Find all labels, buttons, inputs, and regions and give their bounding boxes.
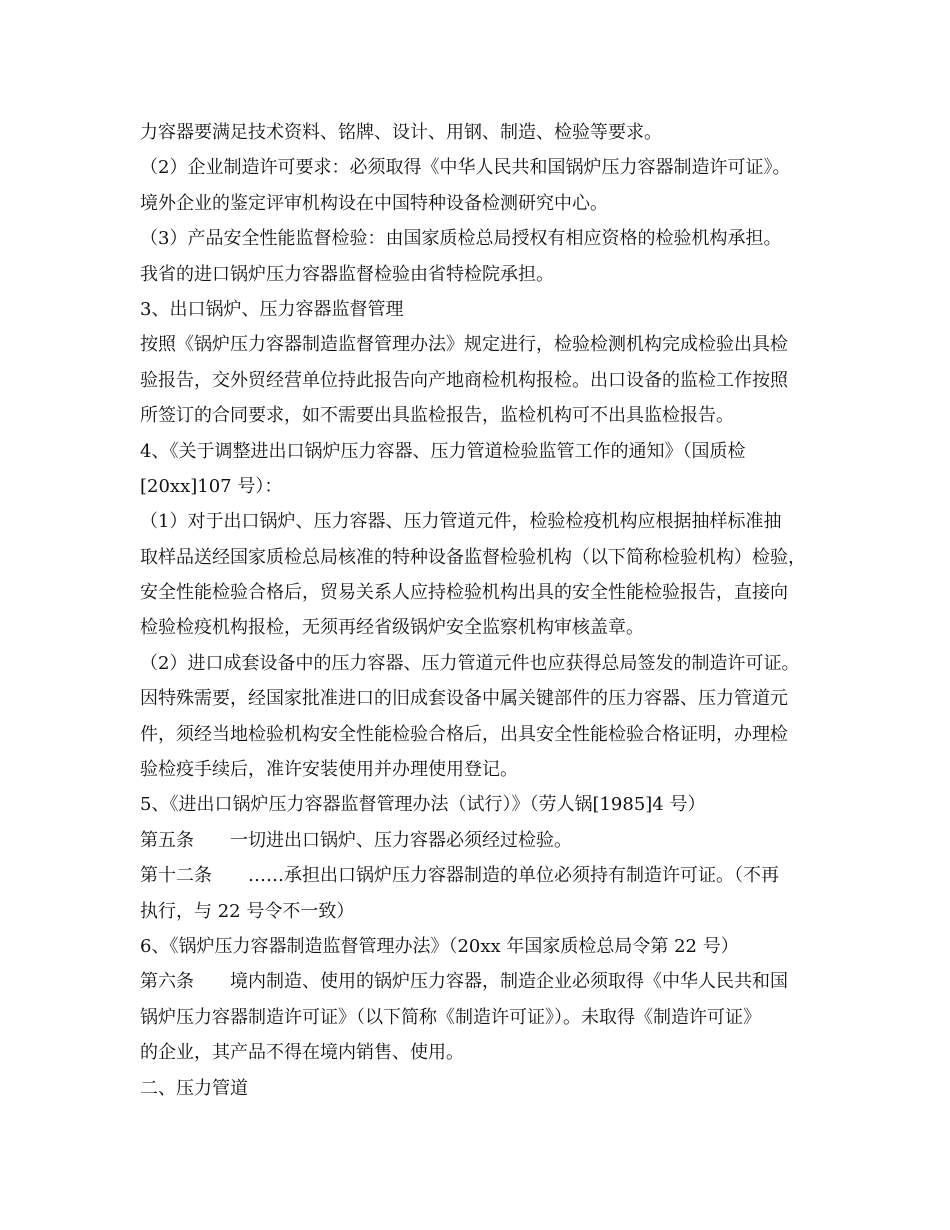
text-line: （2）企业制造许可要求：必须取得《中华人民共和国锅炉压力容器制造许可证》。 bbox=[140, 157, 791, 179]
text-line: 第五条 一切进出口锅炉、压力容器必须经过检验。 bbox=[140, 829, 572, 851]
document-body bbox=[140, 115, 830, 1106]
section-heading: 二、压力管道 bbox=[140, 1077, 248, 1099]
text-line: 境外企业的鉴定评审机构设在中国特种设备检测研究中心。 bbox=[140, 192, 608, 214]
section-heading: 5、《进出口锅炉压力容器监督管理办法（试行）》（劳人锅[1985]4 号） bbox=[140, 794, 706, 816]
text-line: 所签订的合同要求，如不需要出具监检报告，监检机构可不出具监检报告。 bbox=[140, 405, 734, 427]
text-line: 验报告，交外贸经营单位持此报告向产地商检机构报检。出口设备的监检工作按照 bbox=[140, 369, 788, 391]
text-line: （3）产品安全性能监督检验：由国家质检总局授权有相应资格的检验机构承担。 bbox=[140, 228, 782, 250]
text-line: 第六条 境内制造、使用的锅炉压力容器，制造企业必须取得《中华人民共和国 bbox=[140, 971, 788, 993]
section-heading: 4、《关于调整进出口锅炉压力容器、压力管道检验监管工作的通知》（国质检 bbox=[140, 440, 746, 462]
text-line: 件，须经当地检验机构安全性能检验合格后，出具安全性能检验合格证明，办理检 bbox=[140, 723, 788, 745]
text-line: 我省的进口锅炉压力容器监督检验由省特检院承担。 bbox=[140, 263, 554, 285]
text-line: 执行，与 22 号令不一致） bbox=[140, 900, 355, 922]
text-line: 锅炉压力容器制造许可证》（以下简称《制造许可证》）。未取得《制造许可证》 bbox=[140, 1006, 761, 1028]
text-line: 安全性能检验合格后，贸易关系人应持检验机构出具的安全性能检验报告，直接向 bbox=[140, 582, 788, 604]
text-line: 因特殊需要，经国家批准进口的旧成套设备中属关键部件的压力容器、压力管道元 bbox=[140, 688, 788, 710]
text-line: （1）对于出口锅炉、压力容器、压力管道元件，检验检疫机构应根据抽样标准抽 bbox=[140, 511, 782, 533]
text-line: 取样品送经国家质检总局核准的特种设备监督检验机构（以下简称检验机构）检验， bbox=[140, 546, 806, 568]
text-line: 第十二条 ……承担出口锅炉压力容器制造的单位必须持有制造许可证。（不再 bbox=[140, 865, 779, 887]
text-line: 按照《锅炉压力容器制造监督管理办法》规定进行，检验检测机构完成检验出具检 bbox=[140, 334, 788, 356]
text-line: 验检疫手续后，准许安装使用并办理使用登记。 bbox=[140, 759, 518, 781]
section-heading: 3、出口锅炉、压力容器监督管理 bbox=[140, 298, 404, 320]
section-heading: 6、《锅炉压力容器制造监督管理办法》（20xx 年国家质检总局令第 22 号） bbox=[140, 935, 739, 957]
text-line: 的企业，其产品不得在境内销售、使用。 bbox=[140, 1042, 464, 1064]
text-line: [20xx]107 号）： bbox=[140, 475, 283, 497]
text-line: 力容器要满足技术资料、铭牌、设计、用钢、制造、检验等要求。 bbox=[140, 122, 662, 143]
text-line: 检验检疫机构报检，无须再经省级锅炉安全监察机构审核盖章。 bbox=[140, 617, 644, 639]
text-line: （2）进口成套设备中的压力容器、压力管道元件也应获得总局签发的制造许可证。 bbox=[140, 652, 800, 674]
